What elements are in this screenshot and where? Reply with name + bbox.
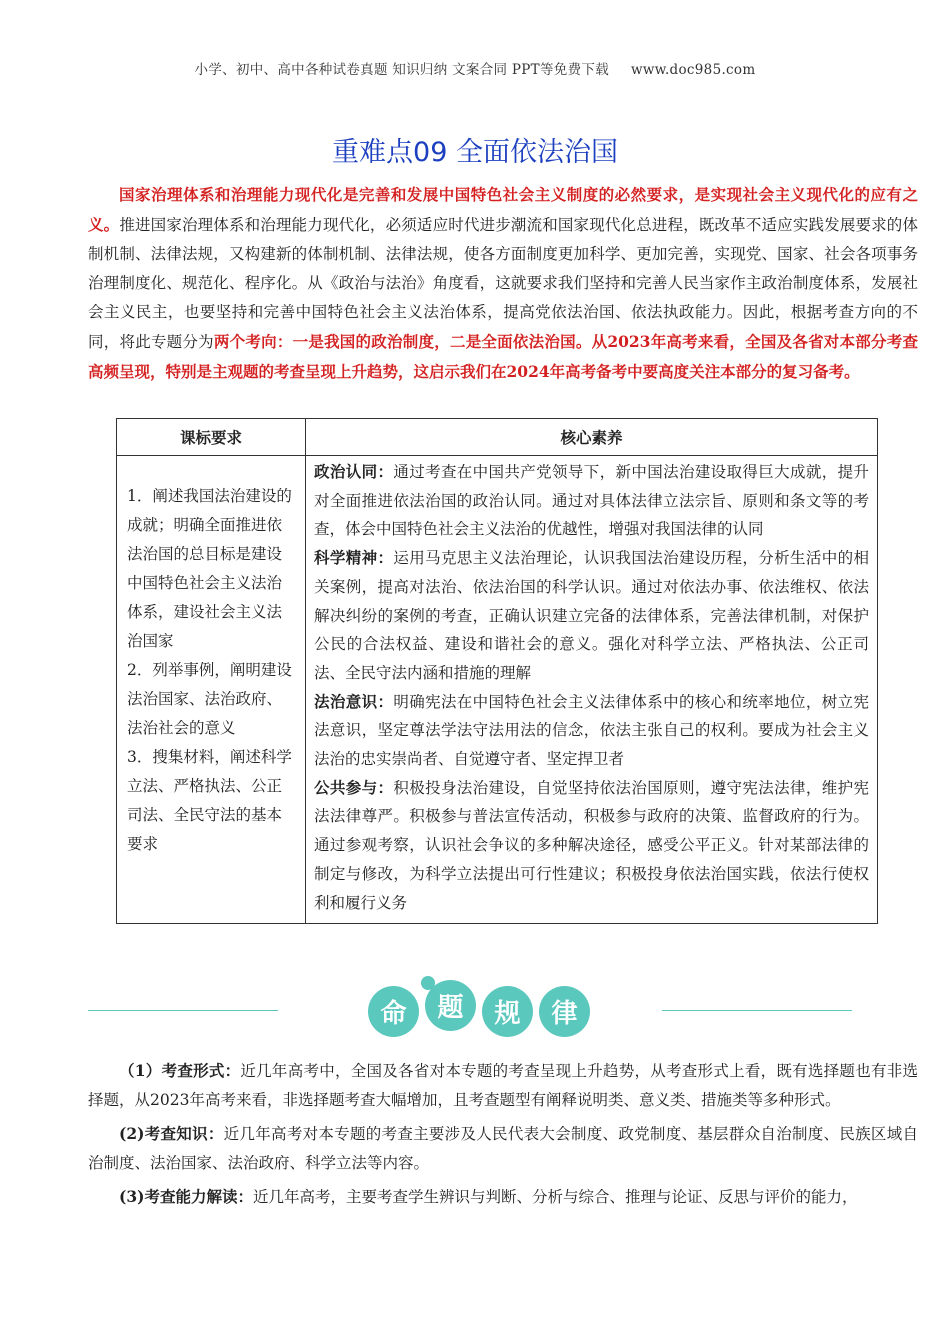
header-requirements: 课标要求: [117, 419, 306, 456]
badge-2: 题: [425, 980, 476, 1031]
header-url[interactable]: www.doc985.com: [631, 62, 756, 78]
competency-2: [314, 544, 869, 688]
competency-label: 公共参与：: [314, 777, 394, 797]
divider-right: [662, 1010, 852, 1011]
section-heading-badges: [368, 986, 598, 1038]
competency-1: [314, 458, 869, 544]
requirement-3: 3．搜集材料，阐述科学立法、严格执法、公正司法、全民守法的基本要求: [127, 748, 292, 853]
intro-red-1: 国家治理体系和治理能力现代化是完善和发展中国特色社会主义制度的必然要求，是实现社会主义现代化的应有之义。: [88, 185, 918, 234]
competency-3: [314, 688, 869, 774]
intro-red-2: 两个考向：一是我国的政治制度，二是全面依法治国。从2023年高考来看，全国及各省对本部分考查高频呈现，特别是主观题的考查呈现上升趋势，这启示我们在2024年高考备考中要高度关注本部分的复习备考。: [88, 332, 918, 381]
competency-text: 明确宪法在中国特色社会主义法律体系中的核心和统率地位，树立宪法意识，坚定尊法学法守法用法的信念，依法主张自己的权利。要成为社会主义法治的忠实崇尚者、自觉遵守者、坚定捍卫者: [314, 692, 869, 769]
header-text: 小学、初中、高中各种试卷真题 知识归纳 文案合同 PPT等免费下载: [194, 62, 609, 78]
requirements-cell: [117, 456, 306, 924]
competency-label: 政治认同：: [314, 462, 394, 481]
requirement-1: 1．阐述我国法治建设的成就；明确全面推进依法治国的总目标是建设中国特色社会主义法治体系，建设社会主义法治国家: [127, 487, 292, 650]
paragraph-text: 近几年高考，主要考查学生辨识与判断、分析与综合、推理与论证、反思与评价的能力，: [252, 1188, 858, 1206]
paragraph-label: (3)考查能力解读：: [119, 1187, 253, 1206]
divider-left: [88, 1010, 278, 1011]
paragraph-3: [88, 1182, 918, 1212]
competency-text: 积极投身法治建设，自觉坚持依法治国原则，遵守宪法法律，维护宪法法律尊严。积极参与普法宣传活动，积极参与政府的决策、监督政府的行为。通过参观考察，认识社会争议的多种解决途径，感受公平正义。针对某部法律的制定与修改，为科学立法提出可行性建议；积极投身依法治国实践，依法行使权利和履行义务: [314, 778, 869, 912]
paragraph-label: （1）考查形式：: [119, 1061, 241, 1080]
requirement-2: 2．列举事例，阐明建设法治国家、法治政府、法治社会的意义: [127, 661, 292, 737]
paragraph-label: (2)考查知识：: [119, 1124, 224, 1143]
page-header: [0, 58, 950, 78]
body-section: [88, 1056, 918, 1216]
intro-paragraph: [88, 180, 918, 387]
badge-4: 律: [539, 986, 590, 1037]
header-competencies: 核心素养: [306, 419, 878, 456]
badge-1: 命: [368, 986, 419, 1037]
curriculum-table: [116, 418, 878, 924]
paragraph-2: [88, 1119, 918, 1178]
competency-label: 法治意识：: [314, 691, 394, 711]
competency-label: 科学精神：: [314, 548, 394, 568]
competency-4: [314, 774, 869, 918]
page-title: 重难点09 全面依法治国: [332, 137, 618, 168]
badge-3: 规: [482, 986, 533, 1037]
competencies-cell: [306, 456, 878, 924]
competency-text: 通过考查在中国共产党领导下，新中国法治建设取得巨大成就，提升对全面推进依法治国的政治认同。通过对具体法律立法宗旨、原则和条文等的考查，体会中国特色社会主义法治的优越性，增强对我国法律的认同: [314, 463, 869, 539]
paragraph-1: [88, 1056, 918, 1115]
competency-text: 运用马克思主义法治理论，认识我国法治建设历程，分析生活中的相关案例，提高对法治、依法治国的科学认识。通过对依法办事、依法维权、依法解决纠纷的案例的考查，正确认识建立完备的法律体系，完善法律机制，对保护公民的合法权益、建设和谐社会的意义。强化对科学立法、严格执法、公正司法、全民守法内涵和措施的理解: [314, 549, 869, 682]
paragraph-text: 近几年高考中，全国及各省对本专题的考查呈现上升趋势，从考查形式上看，既有选择题也有非选择题，从2023年高考来看，非选择题考查大幅增加，且考查题型有阐释说明类、意义类、措施类等多种形式。: [88, 1062, 918, 1109]
paragraph-text: 近几年高考对本专题的考查主要涉及人民代表大会制度、政党制度、基层群众自治制度、民族区域自治制度、法治国家、法治政府、科学立法等内容。: [88, 1125, 918, 1172]
intro-normal-1: 推进国家治理体系和治理能力现代化，必须适应时代进步潮流和国家现代化总进程，既改革不适应实践发展要求的体制机制、法律法规，又构建新的体制机制、法律法规，使各方面制度更加科学、更加完善，实现党、国家、社会各项事务治理制度化、规范化、程序化。从《政治与法治》角度看，这就要求我们坚持和完善人民当家作主政治制度体系，发展社会主义民主，也要坚持和完善中国特色社会主义法治体系，提高党依法治国、依法执政能力。因此，根据考查方向的不同，将此专题分为: [88, 216, 918, 351]
